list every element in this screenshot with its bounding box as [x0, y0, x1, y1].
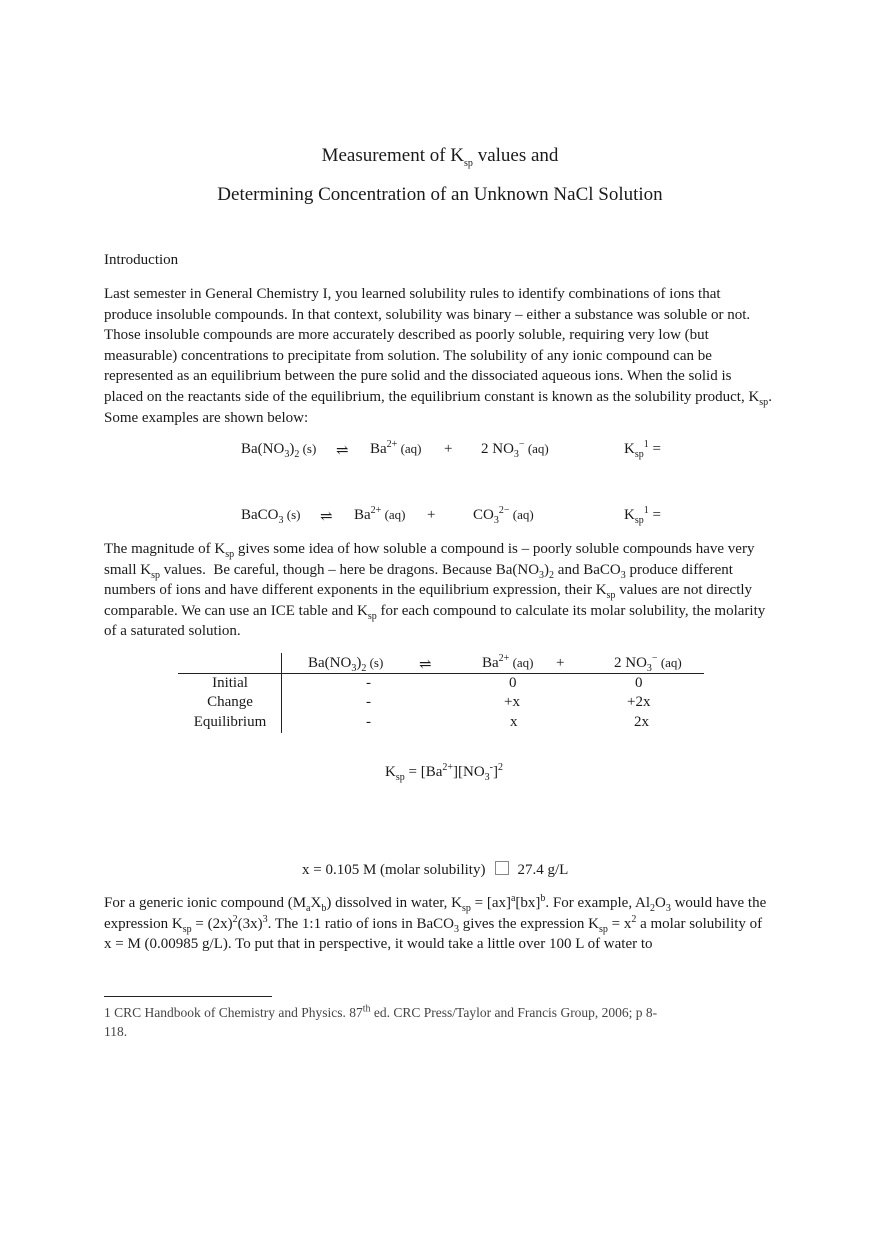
- title-line-2: Determining Concentration of an Unknown NaCl Solution: [217, 184, 663, 205]
- eq1-equilibrium-arrow: ⇌: [336, 443, 349, 459]
- ice-table: [178, 653, 704, 735]
- ice-row-label: Initial: [212, 675, 248, 691]
- eq1-ion2: 2 $NO_3^-$ (aq): [481, 439, 549, 460]
- ice-header-reactant: $Ba(NO_3)_2$ (s): [308, 655, 384, 674]
- eq2-reactant: BaCO$_3$ (s): [241, 507, 301, 526]
- eq2-ksp: $K_{sp}^1$ =: [624, 505, 661, 526]
- ice-table-header-rule: [178, 673, 704, 674]
- ice-header-arrow: ⇌: [419, 657, 432, 673]
- eq2-equilibrium-arrow: ⇌: [320, 509, 333, 525]
- ice-header-ion1: $Ba^{2+}$ (aq): [482, 653, 534, 671]
- ice-header-ion2: 2 $NO_3^-$ (aq): [614, 653, 682, 674]
- missing-glyph-icon: [495, 861, 509, 875]
- eq2-ion1: $Ba^{2+}$ (aq): [354, 505, 406, 523]
- ice-header-plus: +: [556, 655, 565, 671]
- title-line-1: Measurement of $K_{sp}$ values and: [321, 145, 559, 169]
- paragraph-generic-compound: For a generic ionic compound $(M_aX_b)$ dissolved in water, $K_{sp} = [ax]^a[bx]^b$. For example, $Al_2O_3$ would have the expression $K_{sp} = (2x)^2(3x)^3$. The 1:1 ratio of ions in BaCO$_3$ gives the expression $K_{sp} = x^2$ a molar solubility of x = M (0.00985 g/L). To put that in perspective, it would take a little over 100 L of water to: [104, 893, 767, 953]
- ice-cell: x: [510, 714, 518, 730]
- footnote-separator: [104, 996, 272, 997]
- eq1-reactant: $Ba(NO_3)_2$ (s): [241, 441, 317, 460]
- eq1-ksp: $K_{sp}^1$ =: [624, 439, 661, 460]
- eq1-ion1: $Ba^{2+}$ (aq): [370, 439, 422, 457]
- ice-row-label: Equilibrium: [193, 714, 267, 730]
- ice-cell: -: [366, 675, 371, 691]
- eq2-ion2: $CO_3^{2-}$ (aq): [473, 505, 534, 526]
- ice-cell: +x: [504, 694, 520, 710]
- ksp-expression: $K_{sp} = [Ba^{2+}][NO_3^-]^2$: [385, 762, 504, 783]
- molar-solubility-line: x = 0.105 M (molar solubility) 27.4 g/L: [302, 862, 569, 878]
- ice-cell: -: [366, 694, 371, 710]
- ice-cell: -: [366, 714, 371, 730]
- ice-cell: 0: [635, 675, 643, 691]
- paragraph-magnitude: The magnitude of $K_{sp}$ gives some idea of how soluble a compound is – poorly soluble compounds have very small $K_{sp}$ values. Be careful, though – here be dragons. Because $Ba(NO_3)_2$ and BaCO$_3$ produce different numbers of ions and have different exponents in the equilibrium expression, their $K_{sp}$ values are not directly comparable. We can use an ICE table and $K_{sp}$ for each compound to calculate its molar solubility, the molarity of a saturated solution.: [104, 541, 766, 640]
- ice-cell: 0: [509, 675, 517, 691]
- section-heading-introduction: Introduction: [104, 252, 179, 268]
- eq2-plus: +: [427, 507, 436, 523]
- ice-cell: +2x: [627, 694, 651, 710]
- ice-row-label: Change: [207, 694, 253, 710]
- ice-table-column-rule: [281, 653, 282, 733]
- eq1-plus: +: [444, 441, 453, 457]
- paragraph-intro: Last semester in General Chemistry I, you learned solubility rules to identify combinations of ions that produce insoluble compounds. In that context, solubility was binary – either a substance was soluble or not. Those insoluble compounds are more accurately described as poorly soluble, requiring very low (but measurable) concentrations to precipitate from solution. The solubility of any ionic compound can be represented as an equilibrium between the pure solid and the dissociated aqueous ions. When the solid is placed on the reactants side of the equilibrium, the equilibrium constant is known as the solubility product, $K_{sp}$. Some examples are shown below:: [104, 286, 772, 426]
- footnote: 1 CRC Handbook of Chemistry and Physics. 87th ed. CRC Press/Taylor and Francis Group, 2006; p 8- 118.: [104, 1003, 658, 1039]
- ice-cell: 2x: [634, 714, 649, 730]
